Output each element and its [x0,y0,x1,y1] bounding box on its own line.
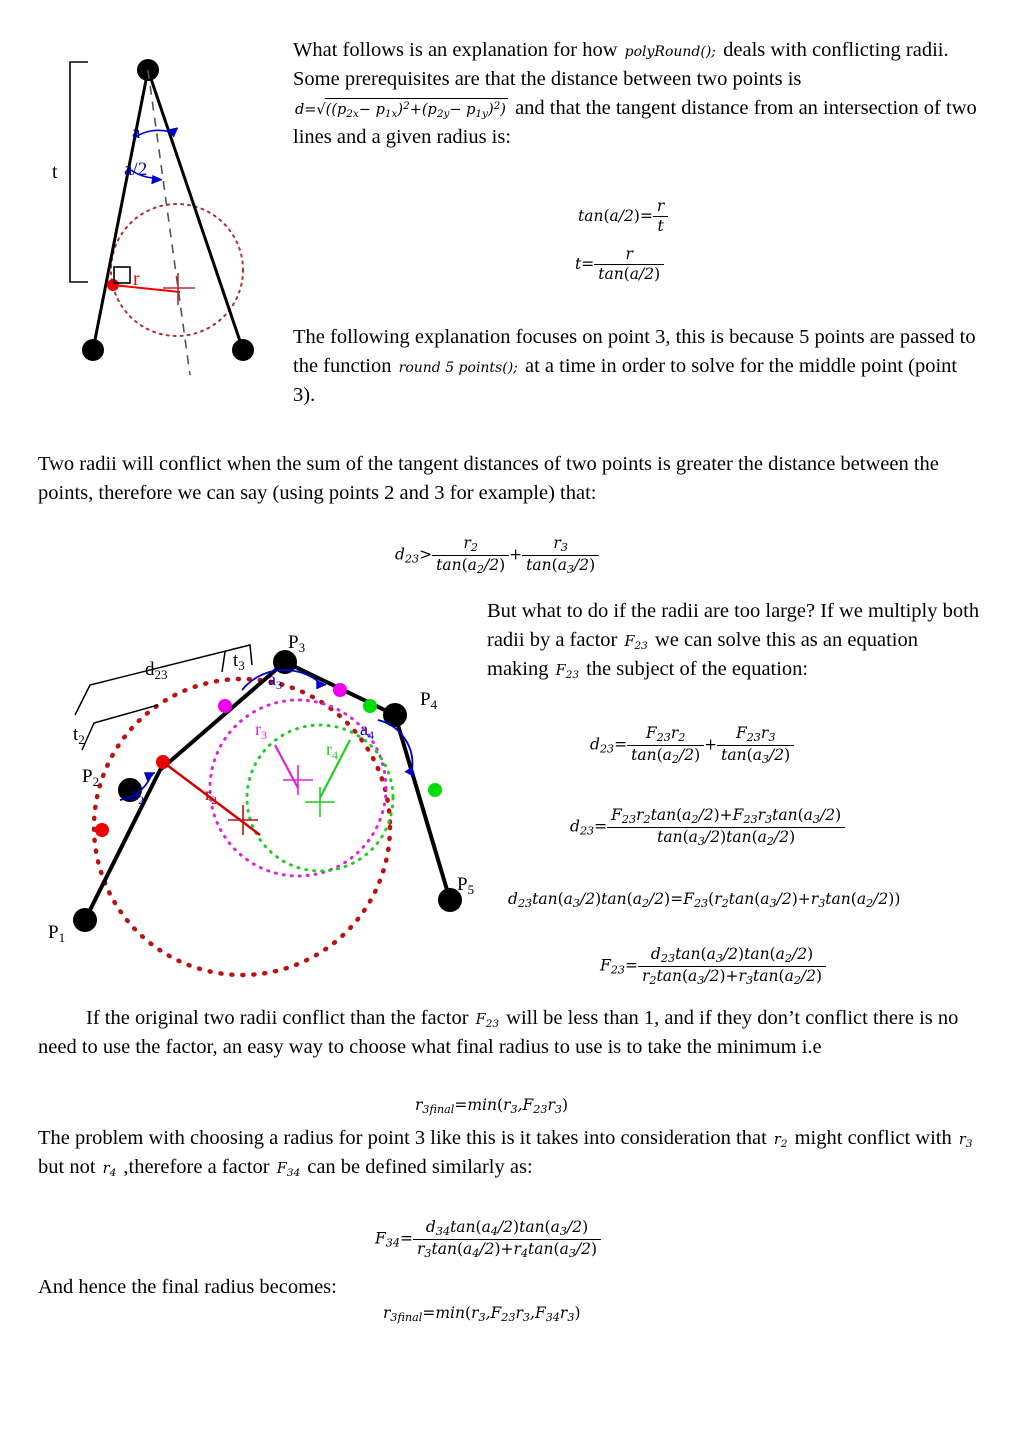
svg-text:P5: $P_5$ [457,874,475,897]
figure-polyline-diagram [20,590,520,990]
inline-f23-b: $F_{23}$ [555,663,579,682]
inline-r3: $r_3$ [958,1132,973,1150]
svg-text:r2: $r_2$ [205,784,217,807]
factor-conflict-paragraph [38,1004,976,1062]
svg-text:a3: $a_3$ [268,669,282,692]
svg-text:r3: $r_3$ [255,719,267,742]
factor-explanation-paragraph [487,597,983,684]
round5points-function-name: round 5 points(); [398,360,518,377]
problem-text-3: but not [38,1156,96,1179]
svg-text:P1: $P_1$ [48,922,66,945]
inline-r2: $r_2$ [773,1132,788,1150]
inline-f34: $F_{34}$ [276,1161,301,1180]
focus-text-2: at a time in order to solve for the middle point (point 3). [293,355,958,407]
svg-text:a2: $a_2$ [130,784,144,807]
svg-text:t: t [52,161,58,183]
factor-text-2: will be less than 1, and if they don’t conflict there is no need to use the factor, an easy way to choose what final radius to use is to take the minimum i.e [38,1007,959,1059]
right-text-1: But what to do if the radii are too large? If we multiply both radii by a factor [487,600,980,652]
problem-text-5: can be defined similarly as: [307,1156,533,1179]
inline-f23-a: $F_{23}$ [624,634,648,653]
svg-text:a/2: a/2 [124,159,148,180]
inline-r4: $r_4$ [102,1161,117,1180]
equation-f23: $F_{23}=$ $\frac{d_{23}\tan(a_3/2)\tan(a_2/2)}{r_2\tan(a_3/2)+r_3\tan(a_2/2)}$ [600,945,826,988]
focus-text-1: The following explanation focuses on point 3, this is because 5 points are passed to the function [293,326,976,378]
equation-t: t= $\frac{r}{\tan(a/2)}$ [575,245,664,285]
svg-text:P4: $P_4$ [420,689,438,712]
problem-text-4: ,therefore a factor [123,1156,270,1179]
polyround-function-name: polyRound(); [624,44,717,60]
right-text-3: the subject of the equation: [586,658,809,681]
svg-text:r: r [133,268,140,290]
equation-r3final-simple: $r_{3final}=\min(r_3,F_{23}r_3)$ [415,1096,569,1117]
distance-formula-inline: $d=√((p_{2x}- p_{1x})^2+(p_{2y}- p_{1y})^2)$ [295,100,506,121]
svg-text:r4: $r_4$ [326,739,338,762]
problem-text-2: might conflict with [794,1127,952,1149]
equation-r3final-full: $r_{3final}=\min(r_3,F_{23}r_3,F_{34}r_3)$ [383,1304,581,1325]
intro-paragraph [293,36,981,152]
problem-text-1: The problem with choosing a radius for point 3 like this is it takes into consideration that [38,1127,767,1149]
svg-text:t3: $t_3$ [233,650,245,673]
svg-text:P2: $P_2$ [82,766,100,789]
equation-f34: $F_{34}=$ $\frac{d_{34}\tan(a_4/2)\tan(a_3/2)}{r_3\tan(a_4/2)+r_4\tan(a_3/2)}$ [375,1218,601,1261]
factor-text-1: If the original two radii conflict than the factor [86,1007,469,1029]
figure-tangent-diagram [30,20,280,380]
svg-text:a4: $a_4$ [360,719,374,742]
svg-text:d23: $d_{23}$ [145,659,168,682]
problem-paragraph [38,1124,986,1182]
final-radius-paragraph: And hence the final radius becomes: [38,1276,337,1298]
conflict-paragraph: Two radii will conflict when the sum of the tangent distances of two points is greater the distance between the points, therefore we can say (using points 2 and 3 for example) that: [38,453,939,505]
intro-text-3: and that the tangent distance from an intersection of two lines and a given radius is: [293,97,977,149]
equation-tan-a-over-2: tan(a/2)= $\frac{r}{t}$ [578,197,668,237]
intro-text-2: deals with conflicting radii. Some prerequisites are that the distance between two points is [293,39,949,91]
equation-d23-inequality: $d_{23}>$ $\frac{r_2}{\tan(a_2/2)}$ + $\frac{r_3}{\tan(a_3/2)}$ [395,534,599,577]
equation-d23-step3: $d_{23}\tan(a_3/2)\tan(a_2/2)=F_{23}(r_2\tan(a_3/2)+r_3\tan(a_2/2))$ [508,890,901,911]
svg-text:P3: $P_3$ [288,632,306,655]
svg-text:t2: $t_2$ [73,724,85,747]
right-text-2: we can solve this as an equation making [487,629,918,681]
intro-text-1: What follows is an explanation for how [293,39,618,61]
svg-text:a: a [132,122,141,143]
focus-paragraph [293,323,983,410]
inline-f23-c: $F_{23}$ [475,1012,500,1030]
equation-d23-step2: $d_{23}=$ $\frac{F_{23}r_2\tan(a_2/2)+F_{23}r_3\tan(a_3/2)}{\tan(a_3/2)\tan(a_2/2)}$ [570,806,845,849]
equation-d23-step1: $d_{23}=$ $\frac{F_{23}r_2}{\tan(a_2/2)}$ + $\frac{F_{23}r_3}{\tan(a_3/2)}$ [590,724,794,767]
